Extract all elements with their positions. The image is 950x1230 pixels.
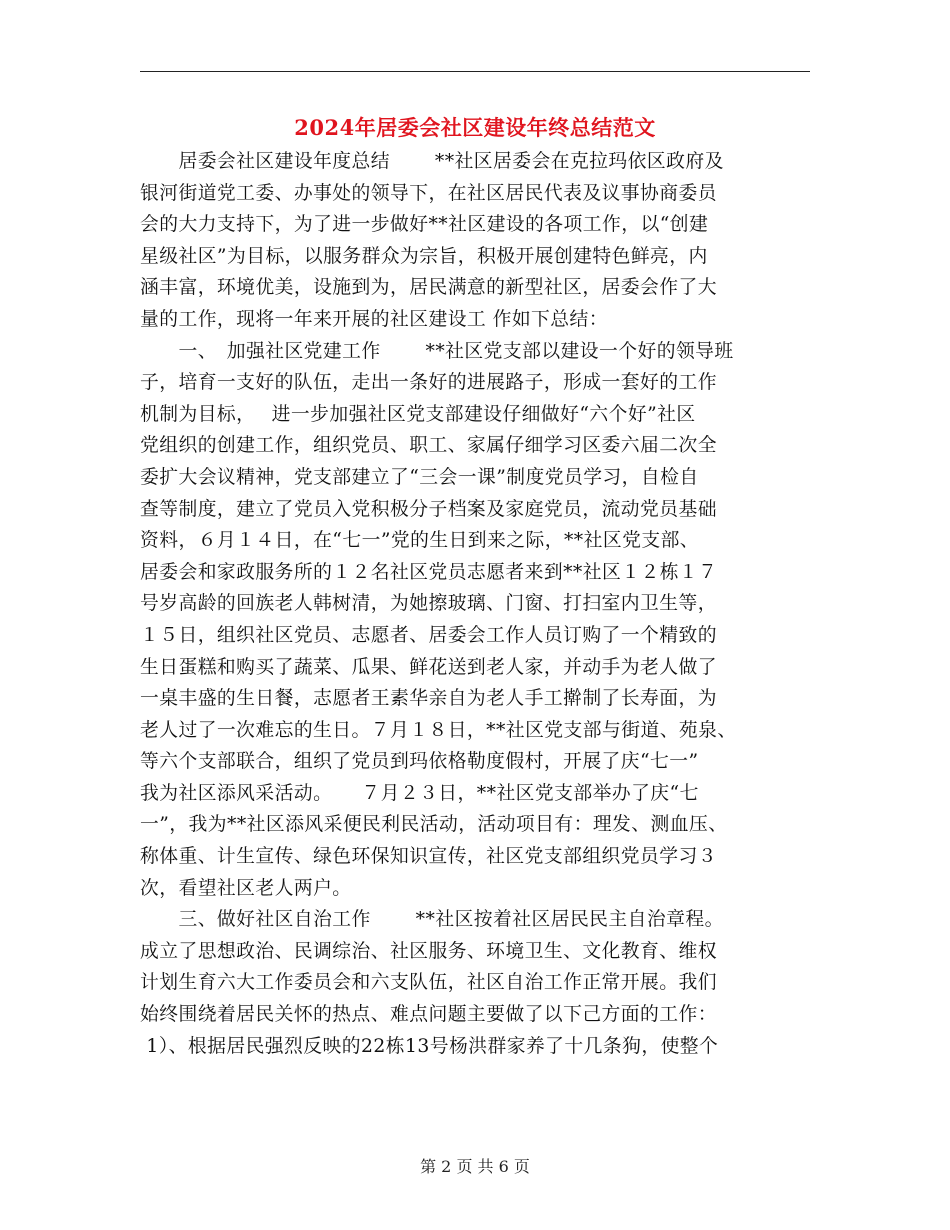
body-line: 党组织的创建工作，组织党员、职工、家属仔细学习区委六届二次全 [140,435,717,457]
body-line: 涵丰富，环境优美，设施到为，居民满意的新型社区，居委会作了大 [140,277,717,299]
body-line: 一、 加强社区党建工作 **社区党支部以建设一个好的领导班 [140,340,734,362]
body-line: 号岁高龄的回族老人韩树清，为她擦玻璃、门窗、打扫室内卫生等， [140,593,717,615]
body-line: 三、做好社区自治工作 **社区按着社区居民民主自治章程。 [140,909,724,931]
document-body [140,146,812,1062]
body-line: 量的工作，现将一年来开展的社区建设工 作如下总结： [140,308,608,330]
body-line: 计划生育六大工作委员会和六支队伍，社区自治工作正常开展。我们 [140,972,717,994]
body-line: 机制为目标， 进一步加强社区党支部建设仔细做好“六个好”社区 [140,403,696,425]
body-line: 银河街道党工委、办事处的领导下，在社区居民代表及议事协商委员 [140,182,717,204]
body-line: 次，看望社区老人两户。 [140,877,352,899]
body-line: 1）、根据居民强烈反映的22栋13号杨洪群家养了十几条狗，使整个 [140,1035,719,1057]
body-line: 资料，６月１４日，在“七一”党的生日到来之际，**社区党支部、 [140,530,700,552]
body-line: 一”，我为**社区添风采便民利民活动，活动项目有：理发、测血压、 [140,814,728,836]
body-line: 居委会和家政服务所的１２名社区党员志愿者来到**社区１２栋１７ [140,561,718,583]
body-line: 称体重、计生宣传、绿色环保知识宣传，社区党支部组织党员学习３ [140,846,717,868]
body-line: 我为社区添风采活动。 ７月２３日，**社区党支部举办了庆“七 [140,782,699,804]
body-line: 成立了思想政治、民调综治、社区服务、环境卫生、文化教育、维权 [140,940,717,962]
body-line: 居委会社区建设年度总结 **社区居委会在克拉玛依区政府及 [140,151,724,172]
body-line: 老人过了一次难忘的生日。７月１８日，**社区党支部与街道、苑泉、 [140,719,737,741]
body-line: 生日蛋糕和购买了蔬菜、瓜果、鲜花送到老人家，并动手为老人做了 [140,656,717,678]
page-number: 第 2 页 共 6 页 [420,1157,530,1176]
body-line: 查等制度，建立了党员入党积极分子档案及家庭党员，流动党员基础 [140,498,717,520]
body-line: 委扩大会议精神，党支部建立了“三会一课”制度党员学习，自检自 [140,466,699,488]
document-title: 2024年居委会社区建设年终总结范文 [294,115,656,140]
body-line: 始终围绕着居民关怀的热点、难点问题主要做了以下己方面的工作： [140,1004,717,1026]
body-line: 等六个支部联合，组织了党员到玛依格勒度假村，开展了庆“七一” [140,751,699,773]
header-rule [140,71,810,72]
body-line: 子，培育一支好的队伍，走出一条好的进展路子，形成一套好的工作 [140,372,717,394]
body-line: 一桌丰盛的生日餐，志愿者王素华亲自为老人手工擀制了长寿面，为 [140,688,717,710]
body-line: 星级社区”为目标，以服务群众为宗旨，积极开展创建特色鲜亮，内 [140,245,708,267]
body-line: 会的大力支持下，为了进一步做好**社区建设的各项工作，以“创建 [140,214,709,236]
body-line: １５日，组织社区党员、志愿者、居委会工作人员订购了一个精致的 [140,624,717,646]
